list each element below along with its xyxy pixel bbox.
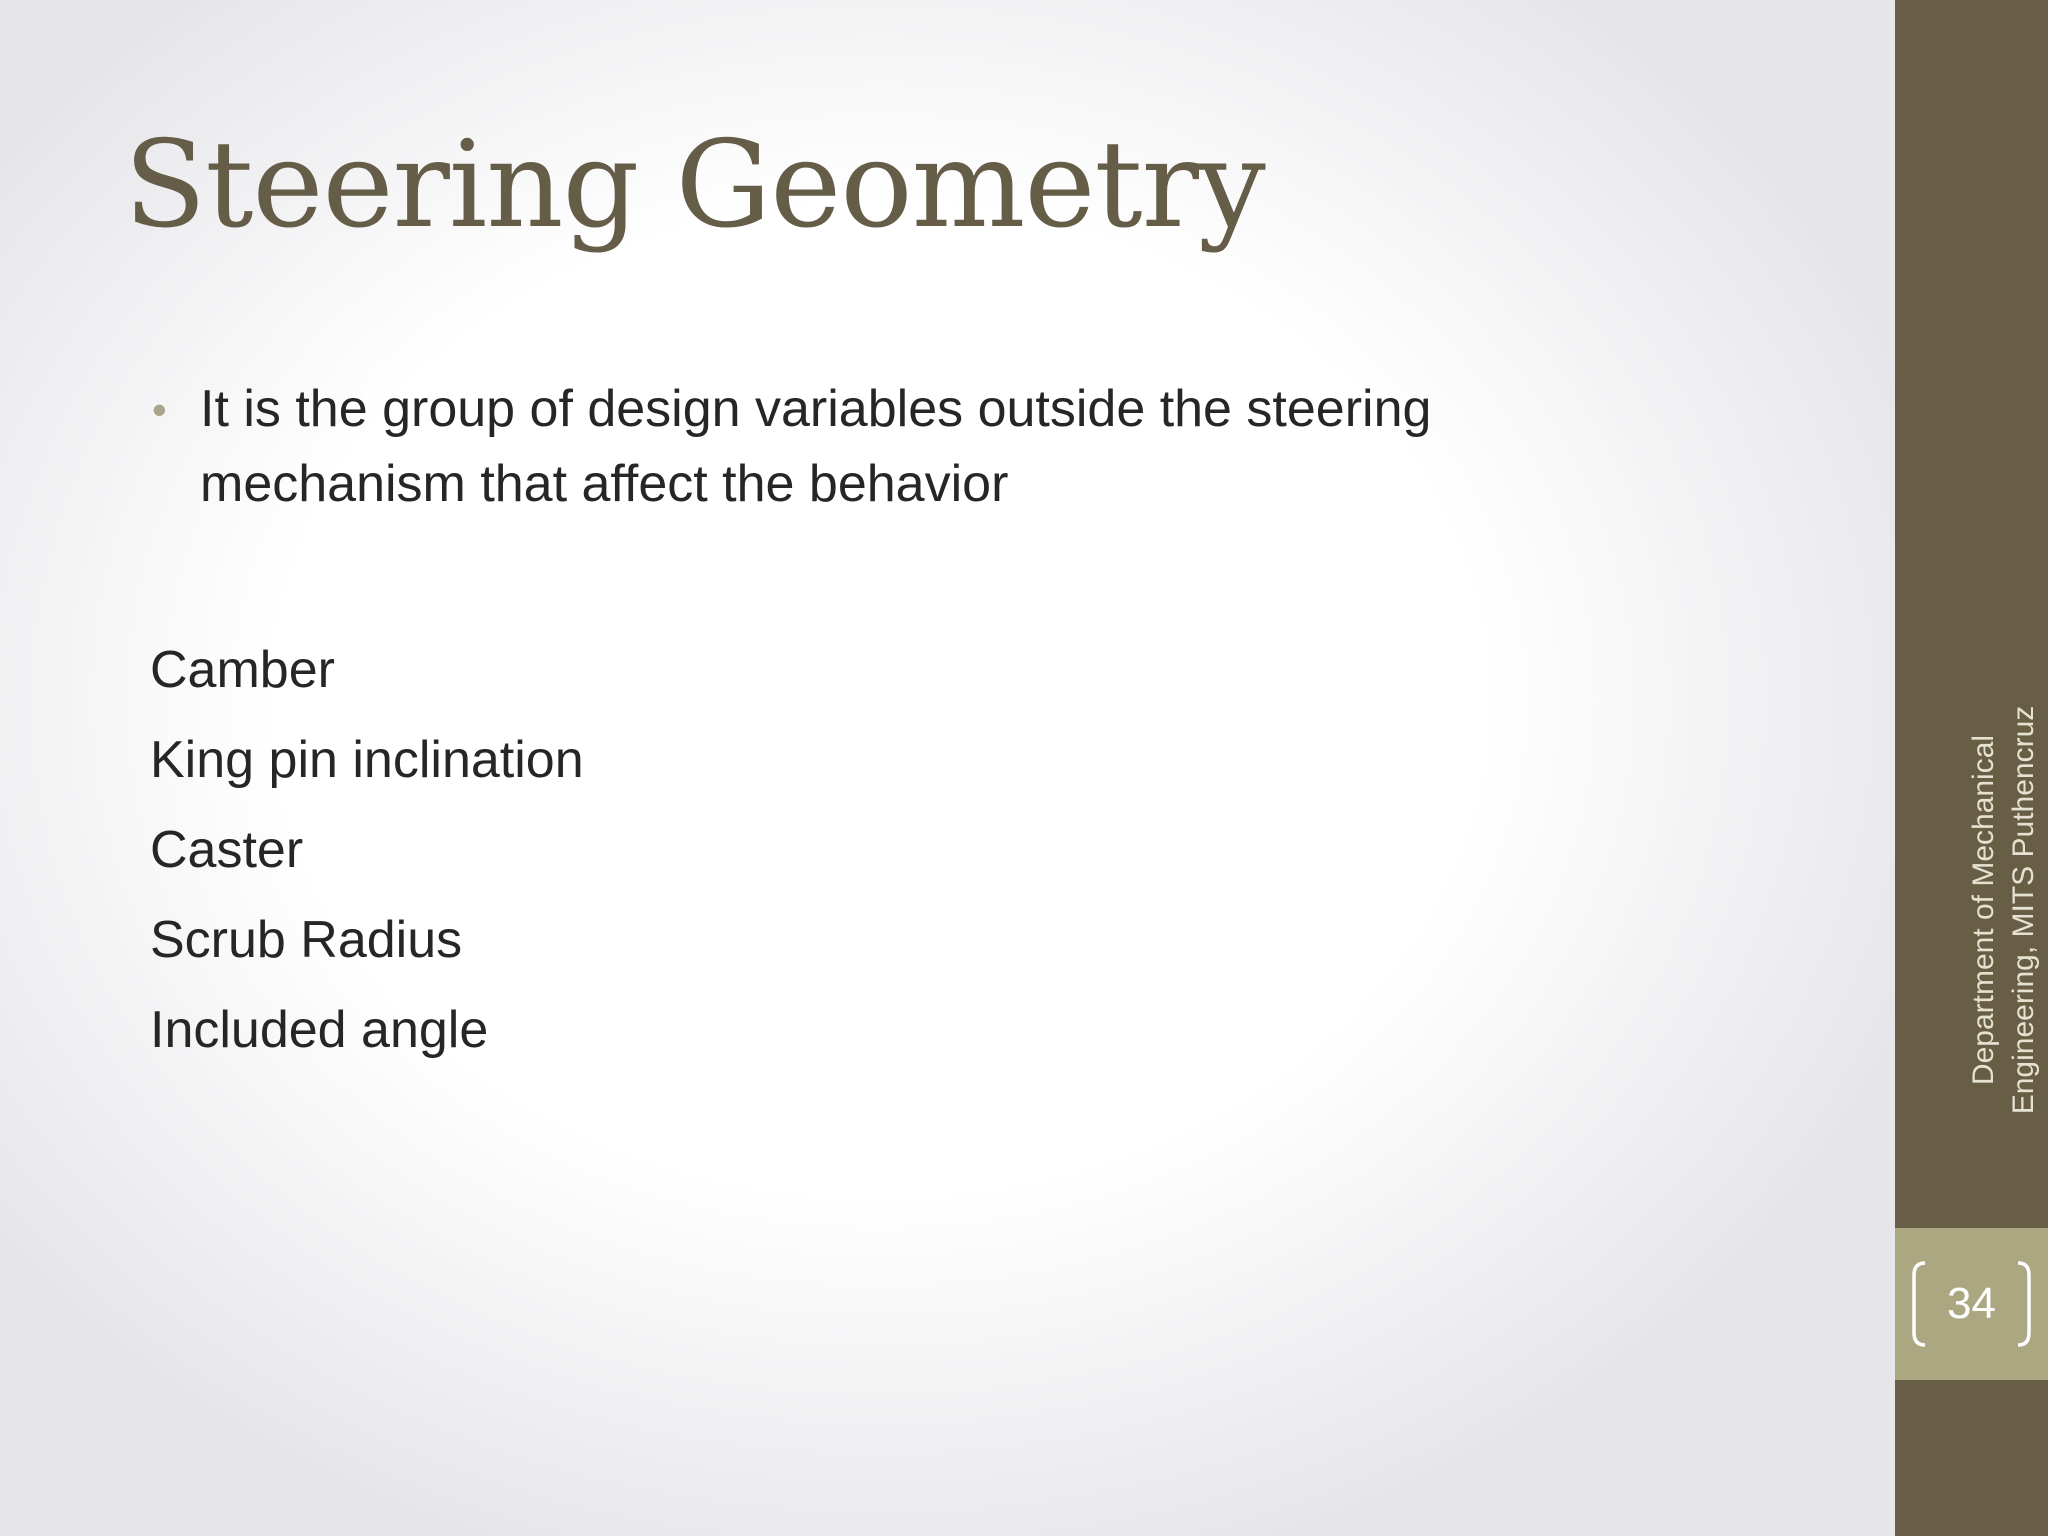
list-item-king-pin-inclination: King pin inclination <box>150 731 584 789</box>
list-item-camber: Camber <box>150 641 335 699</box>
footer-line-2: Engineering, MITS Puthencruz <box>2007 705 2040 1115</box>
page-number: 34 <box>1947 1279 1996 1328</box>
list-item-scrub-radius: Scrub Radius <box>150 911 463 969</box>
footer-text <box>1964 700 2044 1120</box>
page-number-box <box>1895 1228 2048 1380</box>
bullet-text-line-2: mechanism that affect the behavior <box>200 455 1009 513</box>
list-item-caster: Caster <box>150 821 304 879</box>
list-item-included-angle: Included angle <box>150 1001 489 1059</box>
bullet-item <box>150 372 1650 522</box>
bullet-dot-icon: • <box>152 386 167 433</box>
bullet-text-line-1: It is the group of design variables outside the steering <box>200 380 1432 438</box>
geometry-variables-list <box>150 625 584 1075</box>
slide-title: Steering Geometry <box>124 116 1265 255</box>
bullet-list <box>150 372 1650 522</box>
footer-line-1: Department of Mechanical <box>1967 734 2000 1086</box>
